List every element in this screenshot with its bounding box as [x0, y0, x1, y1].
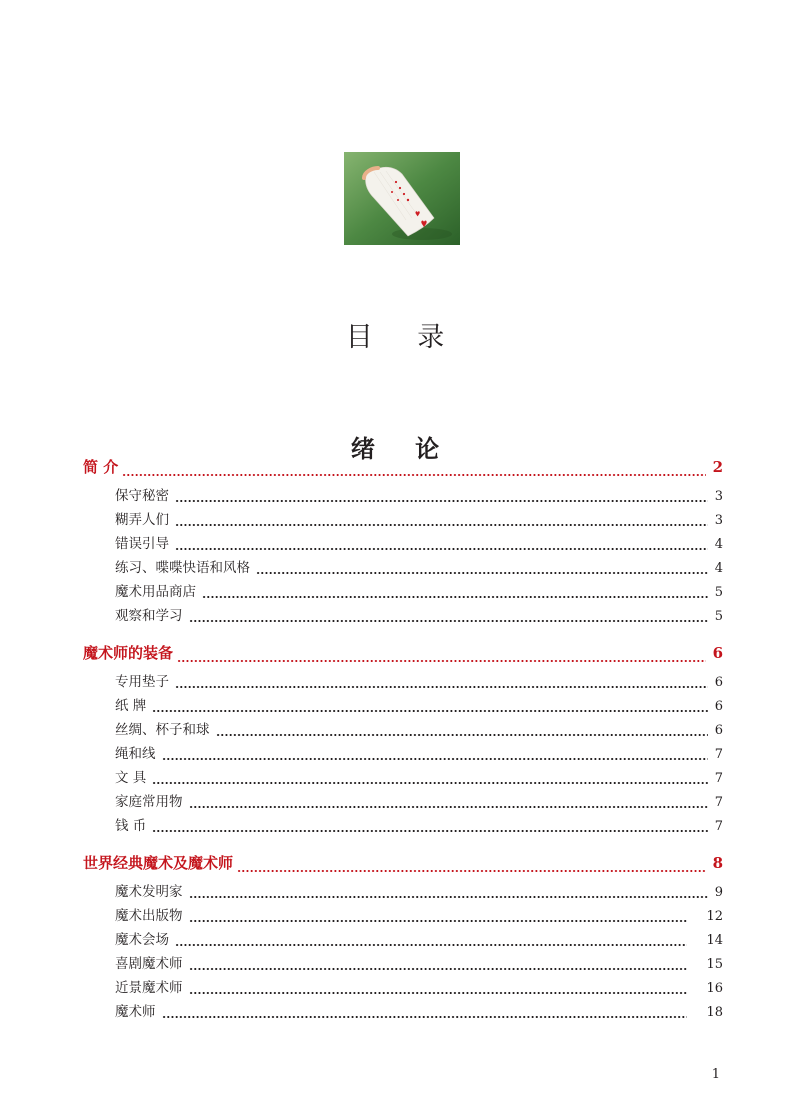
toc-item[interactable]	[115, 508, 723, 532]
item-label: 保守秘密	[115, 488, 169, 504]
item-page-number: 14	[706, 933, 723, 948]
item-page-number: 18	[706, 1005, 723, 1020]
dot-leader	[189, 615, 709, 623]
item-page-number: 4	[714, 561, 723, 576]
toc-chapter-group	[83, 456, 723, 628]
toc-item-list	[83, 484, 723, 628]
item-label: 魔术用品商店	[115, 584, 196, 600]
chapter-page-number: 2	[712, 458, 723, 476]
chapter-page-number: 6	[712, 644, 723, 662]
toc-chapter-group	[83, 642, 723, 838]
dot-leader	[122, 469, 706, 477]
toc-item[interactable]	[115, 742, 723, 766]
dot-leader	[175, 681, 708, 689]
item-label: 魔术出版物	[115, 908, 183, 924]
dot-leader	[162, 753, 709, 761]
toc-item[interactable]	[115, 718, 723, 742]
toc-item[interactable]	[115, 790, 723, 814]
item-page-number: 3	[714, 489, 723, 504]
item-label: 魔术发明家	[115, 884, 183, 900]
dot-leader	[152, 825, 708, 833]
item-label: 练习、喋喋快语和风格	[115, 560, 250, 576]
dot-leader	[175, 543, 708, 551]
item-label: 错误引导	[115, 536, 169, 552]
item-page-number: 6	[714, 723, 723, 738]
item-label: 魔术师	[115, 1004, 156, 1020]
toc-item-list	[83, 880, 723, 1024]
toc-item[interactable]	[115, 904, 723, 928]
chapter-title: 世界经典魔术及魔术师	[83, 854, 234, 872]
dot-leader	[256, 567, 708, 575]
item-page-number: 9	[714, 885, 723, 900]
playing-cards-illustration	[344, 152, 460, 245]
item-label: 丝绸、杯子和球	[115, 722, 210, 738]
item-label: 绳和线	[115, 746, 156, 762]
chapter-page-number: 8	[712, 854, 723, 872]
dot-leader	[162, 1011, 688, 1019]
section-title: 绪 论	[350, 433, 456, 463]
toc-item[interactable]	[115, 814, 723, 838]
item-page-number: 12	[706, 909, 723, 924]
dot-leader	[202, 591, 708, 599]
toc-item[interactable]	[115, 670, 723, 694]
dot-leader	[189, 891, 709, 899]
item-label: 专用垫子	[115, 674, 169, 690]
item-page-number: 15	[706, 957, 723, 972]
item-label: 钱 币	[115, 818, 147, 834]
page-number: 1	[711, 1067, 720, 1082]
item-label: 文 具	[115, 770, 147, 786]
toc-item[interactable]	[115, 766, 723, 790]
toc-item[interactable]	[115, 604, 723, 628]
item-page-number: 7	[714, 771, 723, 786]
dot-leader	[175, 519, 708, 527]
toc-item-list	[83, 670, 723, 838]
item-label: 家庭常用物	[115, 794, 183, 810]
item-label: 观察和学习	[115, 608, 183, 624]
dot-leader	[175, 939, 687, 947]
dot-leader	[189, 915, 688, 923]
dot-leader	[152, 777, 708, 785]
toc-item[interactable]	[115, 928, 723, 952]
toc-chapter-heading[interactable]	[83, 852, 723, 880]
item-page-number: 5	[714, 585, 723, 600]
dot-leader	[237, 865, 706, 873]
playing-cards-photo	[344, 152, 460, 245]
item-label: 糊弄人们	[115, 512, 169, 528]
item-label: 纸 牌	[115, 698, 147, 714]
dot-leader	[152, 705, 708, 713]
dot-leader	[216, 729, 709, 737]
chapter-title: 简 介	[83, 458, 119, 476]
item-page-number: 7	[714, 747, 723, 762]
item-page-number: 7	[714, 795, 723, 810]
toc-item[interactable]	[115, 580, 723, 604]
dot-leader	[189, 987, 688, 995]
item-page-number: 7	[714, 819, 723, 834]
toc-chapter-heading[interactable]	[83, 642, 723, 670]
table-of-contents	[83, 456, 723, 1038]
chapter-title: 魔术师的装备	[83, 644, 174, 662]
item-label: 近景魔术师	[115, 980, 183, 996]
item-page-number: 4	[714, 537, 723, 552]
dot-leader	[175, 495, 708, 503]
toc-item[interactable]	[115, 556, 723, 580]
toc-item[interactable]	[115, 880, 723, 904]
item-page-number: 6	[714, 675, 723, 690]
dot-leader	[189, 801, 709, 809]
toc-item[interactable]	[115, 976, 723, 1000]
dot-leader	[189, 963, 688, 971]
toc-chapter-group	[83, 852, 723, 1024]
toc-item[interactable]	[115, 952, 723, 976]
page-title: 目 录	[345, 322, 463, 354]
item-page-number: 5	[714, 609, 723, 624]
toc-item[interactable]	[115, 694, 723, 718]
toc-item[interactable]	[115, 484, 723, 508]
toc-item[interactable]	[115, 532, 723, 556]
item-page-number: 16	[706, 981, 723, 996]
item-label: 魔术会场	[115, 932, 169, 948]
item-label: 喜剧魔术师	[115, 956, 183, 972]
dot-leader	[177, 655, 706, 663]
toc-item[interactable]	[115, 1000, 723, 1024]
item-page-number: 6	[714, 699, 723, 714]
item-page-number: 3	[714, 513, 723, 528]
toc-chapter-heading[interactable]	[83, 456, 723, 484]
